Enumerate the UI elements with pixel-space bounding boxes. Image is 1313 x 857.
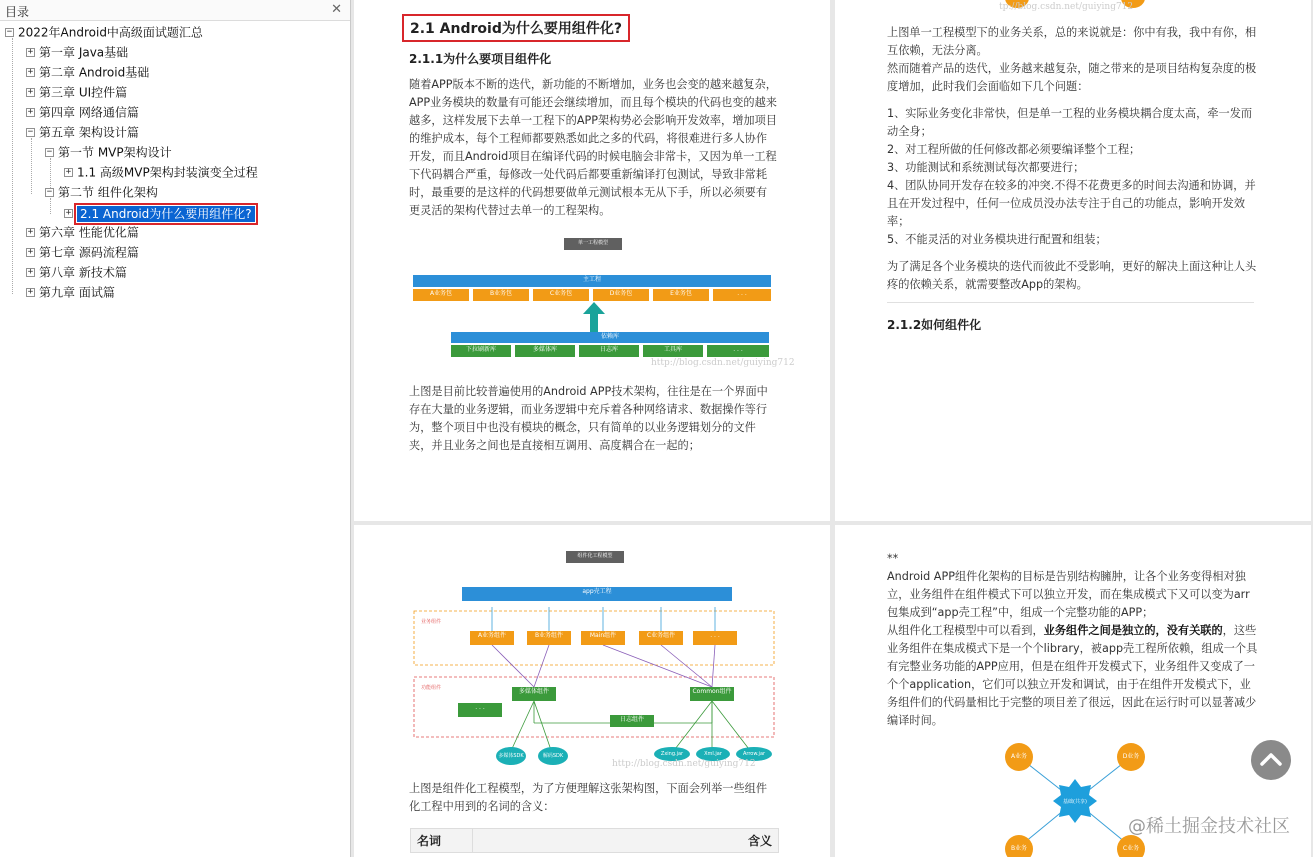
paragraph-architecture: 上图是目前比较普遍使用的Android APP技术架构，往往是在一个界面中存在大量的业务逻辑，而业务逻辑中充斥着各种网络请求、数据操作等行为，整个项目中也没有模块的概念，只有简单的以业务逻辑划分的文件夹，并且业务之间也是直接相互调用、高度耦合在一起的； xyxy=(409,385,768,452)
more-components-box: . . . xyxy=(458,703,502,717)
business-component-box: . . . xyxy=(693,631,737,645)
module-box: A业务包 xyxy=(413,289,469,301)
sdk-node: Arrow.jar xyxy=(736,747,772,761)
component-model-diagram xyxy=(412,547,776,777)
toc-chapter-6[interactable]: + 第六章 性能优化篇 xyxy=(27,225,139,240)
library-box: . . . xyxy=(707,345,769,357)
dependency-bar: 依赖库 xyxy=(451,332,769,343)
diagram-title: 组件化工程模型 xyxy=(566,551,624,563)
section-heading: 2.1 Android为什么要用组件化? xyxy=(402,14,630,42)
sdk-node: 解码SDK xyxy=(538,747,568,765)
paragraph-independence: 从组件化工程模型中可以看到，业务组件之间是独立的，没有关联的，这些业务组件在集成模式下是一个个library，被app壳工程所依赖，组成一个具有完整业务功能的APP应用，但是在组件开发模式下，业务组件又变成了一个个application，它们可以独立开发和调试，由于在组件开发模式下，业务组件们的代码量相比于完整的项目差了很远，因此在运行时可以显著减少编译时间。 xyxy=(887,624,1258,727)
module-box: B业务包 xyxy=(473,289,529,301)
business-node: C业务 xyxy=(1117,835,1145,857)
paragraph-goal: Android APP组件化架构的目标是告别结构臃肿，让各个业务变得相对独立，业务组件在组件模式下可以独立开发，而在集成模式下又可以变为arr包集成到“app壳工程”中，组成一个完整功能的APP； xyxy=(887,570,1250,619)
sdk-node: Zxing.jar xyxy=(654,747,690,761)
toc-subsection-mvp[interactable]: + 1.1 高级MVP架构封装演变全过程 xyxy=(65,165,258,180)
business-component-box: B业务组件 xyxy=(527,631,571,645)
subheading-how: 2.1.2如何组件化 xyxy=(887,318,982,332)
toc-section-component[interactable]: − 第二节 组件化架构 xyxy=(46,185,158,200)
module-box: D业务包 xyxy=(593,289,649,301)
toc-header xyxy=(0,0,350,21)
common-component-box: Common组件 xyxy=(690,687,734,701)
main-project-bar: 主工程 xyxy=(413,275,771,287)
business-component-tag: 业务组件 xyxy=(420,619,441,625)
issue-item: 2、对工程所做的任何修改都必须要编译整个工程； xyxy=(887,143,1141,156)
column-header-term: 名词 xyxy=(411,829,473,853)
page-1 xyxy=(354,0,830,521)
module-box: E业务包 xyxy=(653,289,709,301)
function-component-tag: 功能组件 xyxy=(420,685,441,691)
toc-chapter-3[interactable]: + 第三章 UI控件篇 xyxy=(27,85,128,100)
single-project-diagram xyxy=(411,236,795,370)
sdk-node: Xml.jar xyxy=(696,747,730,761)
issue-item: 5、不能灵活的对业务模块进行配置和组装； xyxy=(887,233,1107,246)
paragraph-intro: 随着APP版本不断的迭代，新功能的不断增加，业务也会变的越来越复杂，APP业务模块的数量有可能还会继续增加，而且每个模块的代码也变的越来越多，这样发展下去单一工程下的APP架构势必会影响开发效率，增加项目的维护成本，每个工程师都要熟悉如此之多的代码，将很难进行多人协作开发，而且Android项目在编译代码的时候电脑会非常卡，又因为单一工程下代码耦合严重，每修改一处代码后都要重新编译打包测试，导致非常耗时，最重要的是这样的代码想要做单元测试根本无从下手，所以必须要有更灵活的架构代替过去单一的工程架构。 xyxy=(409,78,777,217)
toc-chapter-4[interactable]: + 第四章 网络通信篇 xyxy=(27,105,139,120)
toc-subsection-selected[interactable]: + 2.1 Android为什么要用组件化? xyxy=(64,204,255,222)
toc-chapter-2[interactable]: + 第二章 Android基础 xyxy=(27,65,150,80)
diagram-watermark: http://blog.csdn.net/guiying712 xyxy=(612,759,756,769)
toc-chapter-9[interactable]: + 第九章 面试篇 xyxy=(27,285,115,300)
business-component-box: A业务组件 xyxy=(470,631,514,645)
paragraph-component-model: 上图是组件化工程模型，为了方便理解这张架构图，下面会列举一些组件化工程中用到的名词的含义： xyxy=(409,782,768,813)
shared-center: 基础(共享) xyxy=(1063,799,1087,805)
table-header-row xyxy=(411,829,779,853)
document-view[interactable] xyxy=(351,0,1313,857)
issue-item: 1、实际业务变化非常快，但是单一工程的业务模块耦合度太高，牵一发而动全身； xyxy=(887,107,1253,138)
paragraph-solution: 为了满足各个业务模块的迭代而彼此不受影响，更好的解决上面这种让人头疼的依赖关系，就需要整改App的架构。 xyxy=(887,260,1257,291)
app-shell-box: app壳工程 xyxy=(462,587,732,601)
issue-item: 3、功能测试和系统测试每次都要进行； xyxy=(887,161,1085,174)
library-box: 多媒体库 xyxy=(515,345,575,357)
media-component-box: 多媒体组件 xyxy=(512,687,556,701)
toc-chapter-8[interactable]: + 第八章 新技术篇 xyxy=(27,265,127,280)
diagram-title: 单一工程模型 xyxy=(564,238,622,250)
module-box: . . . xyxy=(713,289,771,301)
business-node: B业务 xyxy=(1005,835,1033,857)
terms-table xyxy=(410,828,779,853)
module-box: C业务包 xyxy=(533,289,589,301)
page-2 xyxy=(835,0,1311,521)
business-component-box: C业务组件 xyxy=(639,631,683,645)
log-component-box: 日志组件 xyxy=(610,715,654,727)
paragraph-relations: 上图单一工程模型下的业务关系，总的来说就是：你中有我，我中有你，相互依赖，无法分离。 xyxy=(887,26,1257,57)
page-3 xyxy=(354,525,830,857)
up-arrow-icon xyxy=(583,302,605,332)
page2-watermark: tp://blog.csdn.net/guiying712 xyxy=(999,2,1134,12)
diagram-connectors xyxy=(412,547,776,777)
business-share-diagram xyxy=(995,735,1155,857)
diagram-watermark: http://blog.csdn.net/guiying712 xyxy=(651,358,795,368)
toc-sidebar xyxy=(0,0,351,857)
sdk-node: 多媒体SDK xyxy=(496,747,526,765)
toc-chapter-1[interactable]: + 第一章 Java基础 xyxy=(27,45,129,60)
scroll-to-top-button[interactable] xyxy=(1251,740,1291,780)
business-node: D业务 xyxy=(1117,743,1145,771)
column-header-meaning: 含义 xyxy=(473,829,779,853)
chevron-up-icon xyxy=(1251,740,1291,780)
business-node: A业务 xyxy=(1005,743,1033,771)
stars-marker: ** xyxy=(887,552,899,565)
site-watermark: @稀土掘金技术社区 xyxy=(1128,816,1290,837)
close-icon[interactable]: ✕ xyxy=(331,2,342,17)
issue-item: 4、团队协同开发存在较多的冲突.不得不花费更多的时间去沟通和协调，并且在开发过程中，任何一位成员没办法专注于自己的功能点，影响开发效率； xyxy=(887,179,1256,228)
library-box: 下拉刷新库 xyxy=(451,345,511,357)
subheading-why: 2.1.1为什么要项目组件化 xyxy=(409,52,552,66)
toc-title: 目录 xyxy=(5,5,30,19)
toc-chapter-7[interactable]: + 第七章 源码流程篇 xyxy=(27,245,139,260)
business-component-box: Main组件 xyxy=(581,631,625,645)
divider xyxy=(887,302,1254,303)
page-4 xyxy=(835,525,1311,857)
paragraph-problems-intro: 然而随着产品的迭代，业务越来越复杂，随之带来的是项目结构复杂度的极度增加，此时我们会面临如下几个问题： xyxy=(887,62,1257,93)
toc-section-mvp[interactable]: − 第一节 MVP架构设计 xyxy=(46,145,172,160)
toc-root[interactable]: − 2022年Android中高级面试题汇总 xyxy=(6,25,203,40)
library-box: 日志库 xyxy=(579,345,639,357)
library-box: 工具库 xyxy=(643,345,703,357)
toc-chapter-5[interactable]: − 第五章 架构设计篇 xyxy=(27,125,139,140)
